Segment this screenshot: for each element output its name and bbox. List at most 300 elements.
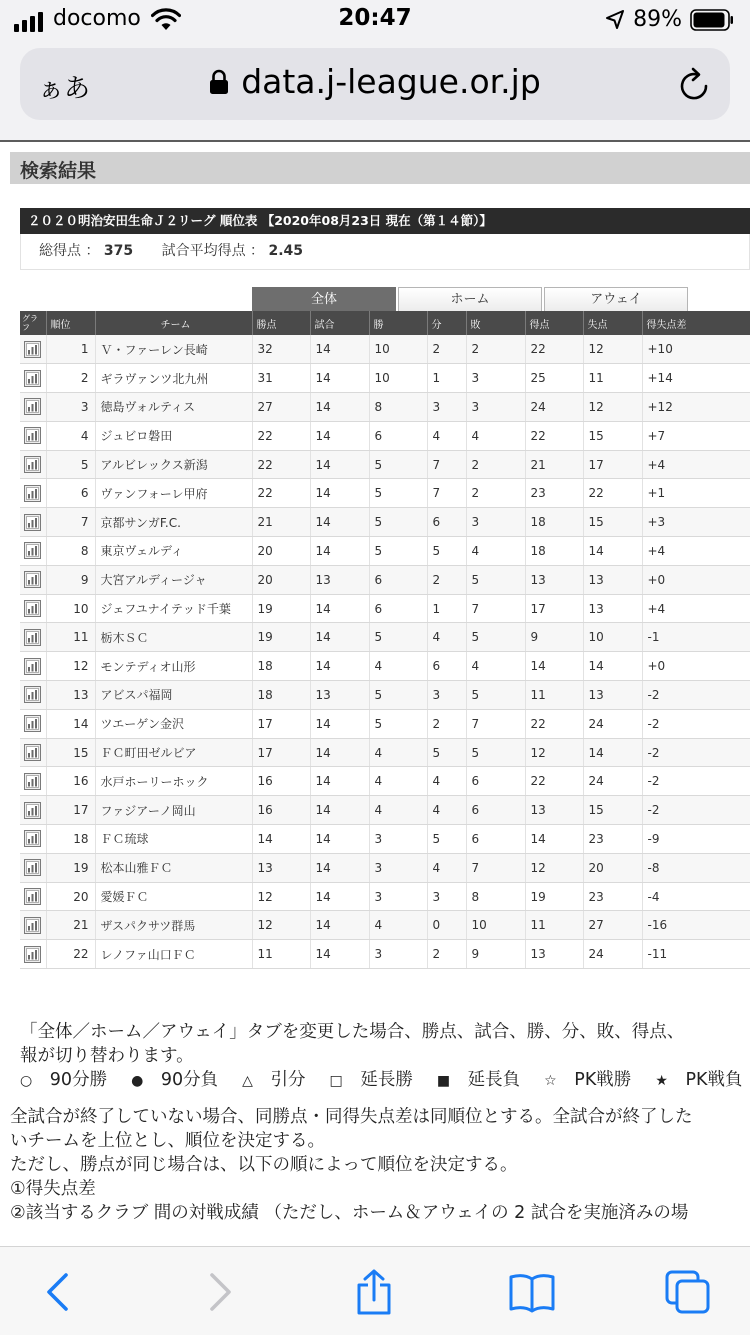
cell-games: 14: [310, 940, 369, 969]
graph-icon[interactable]: [24, 514, 41, 531]
cell-losses: 9: [466, 940, 525, 969]
cell-team: 愛媛ＦＣ: [95, 882, 252, 911]
cell-goals-for: 14: [525, 825, 583, 854]
forward-icon[interactable]: [196, 1269, 244, 1315]
header-goals-for: 得点: [525, 311, 583, 335]
cell-losses: 2: [466, 450, 525, 479]
legend-item: ■ 延長負: [436, 1070, 521, 1090]
table-row: [20, 738, 750, 767]
header-wins: 勝: [369, 311, 427, 335]
cell-losses: 5: [466, 623, 525, 652]
cell-goals-against: 13: [583, 565, 642, 594]
cell-points: 17: [252, 738, 310, 767]
cell-team: レノファ山口ＦＣ: [95, 940, 252, 969]
cell-points: 13: [252, 853, 310, 882]
cell-points: 32: [252, 335, 310, 364]
cell-team: ジュビロ磐田: [95, 421, 252, 450]
legend-item: ☆ PK戦勝: [544, 1070, 632, 1090]
cell-goals-for: 12: [525, 738, 583, 767]
browser-chrome: [0, 40, 750, 142]
graph-icon[interactable]: [24, 946, 41, 963]
cell-wins: 3: [369, 825, 427, 854]
cell-losses: 5: [466, 565, 525, 594]
cell-draws: 4: [427, 421, 466, 450]
cell-team: 京都サンガF.C.: [95, 508, 252, 537]
cell-goal-difference: -2: [642, 738, 750, 767]
legend-item: ○ 90分勝: [20, 1070, 108, 1090]
cell-goals-against: 22: [583, 479, 642, 508]
cell-rank: 13: [46, 681, 95, 710]
cell-games: 14: [310, 738, 369, 767]
cell-goals-for: 14: [525, 652, 583, 681]
cell-games: 14: [310, 335, 369, 364]
graph-icon[interactable]: [24, 456, 41, 473]
cell-games: 14: [310, 882, 369, 911]
cell-goals-for: 19: [525, 882, 583, 911]
table-row: [20, 853, 750, 882]
graph-icon[interactable]: [24, 370, 41, 387]
cell-points: 20: [252, 565, 310, 594]
graph-icon[interactable]: [24, 427, 41, 444]
graph-cell: [20, 940, 46, 969]
total-goals-label: 総得点 ：: [39, 243, 100, 259]
table-row: [20, 479, 750, 508]
cell-goal-difference: +10: [642, 335, 750, 364]
cell-goals-against: 14: [583, 738, 642, 767]
cell-draws: 7: [427, 450, 466, 479]
total-goals-value: 375: [103, 243, 134, 259]
average-goals-label: 試合平均得点 ：: [161, 243, 265, 259]
cell-goals-against: 15: [583, 508, 642, 537]
ranking-rule-line: ②該当するクラブ 間の対戦成績 （ただし、ホーム＆アウェイの 2 試合を実施済みの場: [10, 1203, 689, 1223]
graph-cell: [20, 537, 46, 566]
graph-cell: [20, 479, 46, 508]
cell-rank: 8: [46, 537, 95, 566]
tab-overall[interactable]: 全体: [252, 287, 396, 311]
tab-note-line: 報が切り替わります。: [20, 1046, 194, 1066]
cell-wins: 4: [369, 796, 427, 825]
graph-icon[interactable]: [24, 888, 41, 905]
cell-games: 14: [310, 767, 369, 796]
cell-rank: 1: [46, 335, 95, 364]
cell-goals-against: 13: [583, 681, 642, 710]
table-row: [20, 623, 750, 652]
graph-cell: [20, 393, 46, 422]
cell-goals-against: 15: [583, 421, 642, 450]
cell-points: 16: [252, 796, 310, 825]
cell-goal-difference: +4: [642, 450, 750, 479]
cell-goals-against: 23: [583, 825, 642, 854]
graph-cell: [20, 853, 46, 882]
cell-games: 14: [310, 825, 369, 854]
share-icon[interactable]: [350, 1269, 398, 1315]
cell-goals-against: 11: [583, 364, 642, 393]
cell-points: 19: [252, 623, 310, 652]
cell-team: 東京ヴェルディ: [95, 537, 252, 566]
cell-draws: 1: [427, 594, 466, 623]
cell-goals-for: 24: [525, 393, 583, 422]
cell-losses: 6: [466, 796, 525, 825]
cell-rank: 9: [46, 565, 95, 594]
cell-games: 14: [310, 623, 369, 652]
cell-wins: 6: [369, 421, 427, 450]
cell-team: 松本山雅ＦＣ: [95, 853, 252, 882]
cell-team: アビスパ福岡: [95, 681, 252, 710]
graph-icon[interactable]: [24, 859, 41, 876]
graph-icon[interactable]: [24, 917, 41, 934]
address-bar[interactable]: [20, 48, 730, 120]
cell-team: Ｖ・ファーレン長崎: [95, 335, 252, 364]
graph-cell: [20, 421, 46, 450]
cell-goals-for: 13: [525, 940, 583, 969]
cell-losses: 4: [466, 421, 525, 450]
cell-goal-difference: +12: [642, 393, 750, 422]
cell-team: 水戸ホーリーホック: [95, 767, 252, 796]
cell-goal-difference: -1: [642, 623, 750, 652]
graph-cell: [20, 796, 46, 825]
cell-team: ジェフユナイテッド千葉: [95, 594, 252, 623]
cell-goal-difference: -16: [642, 911, 750, 940]
cell-points: 16: [252, 767, 310, 796]
cell-rank: 6: [46, 479, 95, 508]
cell-team: 大宮アルディージャ: [95, 565, 252, 594]
cell-goal-difference: +4: [642, 537, 750, 566]
cell-draws: 4: [427, 796, 466, 825]
cell-games: 14: [310, 393, 369, 422]
cell-team: ギラヴァンツ北九州: [95, 364, 252, 393]
cell-draws: 2: [427, 335, 466, 364]
legend-item: □ 延長勝: [329, 1070, 413, 1090]
graph-icon[interactable]: [24, 629, 41, 646]
graph-icon[interactable]: [24, 571, 41, 588]
cell-goals-for: 22: [525, 767, 583, 796]
graph-cell: [20, 335, 46, 364]
cell-wins: 5: [369, 537, 427, 566]
cell-wins: 4: [369, 767, 427, 796]
cell-rank: 21: [46, 911, 95, 940]
cell-games: 14: [310, 421, 369, 450]
cell-rank: 20: [46, 882, 95, 911]
graph-icon[interactable]: [24, 398, 41, 415]
cell-rank: 11: [46, 623, 95, 652]
legend-item: ● 90分負: [131, 1070, 219, 1090]
cell-wins: 5: [369, 508, 427, 537]
cell-points: 12: [252, 911, 310, 940]
tab-home[interactable]: ホーム: [398, 287, 542, 311]
back-icon[interactable]: [36, 1269, 84, 1315]
cell-wins: 5: [369, 450, 427, 479]
cell-goals-for: 9: [525, 623, 583, 652]
cell-goals-for: 21: [525, 450, 583, 479]
cell-games: 14: [310, 364, 369, 393]
cell-losses: 6: [466, 825, 525, 854]
header-draws: 分: [427, 311, 466, 335]
cell-goals-against: 27: [583, 911, 642, 940]
cell-draws: 4: [427, 623, 466, 652]
cell-points: 21: [252, 508, 310, 537]
cell-rank: 3: [46, 393, 95, 422]
cell-goal-difference: -11: [642, 940, 750, 969]
table-row: [20, 767, 750, 796]
status-bar: [0, 0, 750, 40]
cell-points: 14: [252, 825, 310, 854]
cell-rank: 2: [46, 364, 95, 393]
lock-icon: [209, 69, 229, 95]
battery-percentage: 89%: [633, 7, 682, 32]
cell-draws: 2: [427, 709, 466, 738]
graph-icon[interactable]: [24, 341, 41, 358]
cell-losses: 3: [466, 508, 525, 537]
header-games: 試合: [310, 311, 369, 335]
cell-goal-difference: +4: [642, 594, 750, 623]
table-row: [20, 681, 750, 710]
cell-draws: 1: [427, 364, 466, 393]
table-row: [20, 364, 750, 393]
cell-points: 31: [252, 364, 310, 393]
cell-goals-against: 15: [583, 796, 642, 825]
cell-goals-for: 13: [525, 796, 583, 825]
average-goals-value: 2.45: [268, 243, 304, 259]
table-row: [20, 594, 750, 623]
graph-cell: [20, 623, 46, 652]
header-goals-against: 失点: [583, 311, 642, 335]
cell-goals-against: 14: [583, 652, 642, 681]
cell-losses: 4: [466, 537, 525, 566]
cell-rank: 7: [46, 508, 95, 537]
ranking-rule-line: いチームを上位とし、順位を決定する。: [10, 1131, 325, 1151]
table-row: [20, 508, 750, 537]
cell-rank: 12: [46, 652, 95, 681]
graph-icon[interactable]: [24, 773, 41, 790]
cell-points: 18: [252, 681, 310, 710]
cell-goal-difference: -2: [642, 709, 750, 738]
cell-losses: 2: [466, 335, 525, 364]
cell-points: 22: [252, 421, 310, 450]
cell-goal-difference: +0: [642, 565, 750, 594]
legend-item: ★ PK戦負: [655, 1070, 743, 1090]
section-header: [10, 152, 750, 184]
ranking-rules: [0, 1105, 750, 1225]
graph-cell: [20, 709, 46, 738]
ranking-rule-line: ①得失点差: [10, 1179, 96, 1199]
cell-draws: 2: [427, 565, 466, 594]
clock: 20:47: [338, 5, 412, 31]
graph-icon[interactable]: [24, 485, 41, 502]
cell-goals-for: 23: [525, 479, 583, 508]
cell-games: 14: [310, 796, 369, 825]
battery-icon: [690, 9, 734, 31]
cell-wins: 4: [369, 738, 427, 767]
cell-goals-against: 12: [583, 393, 642, 422]
cell-goal-difference: +14: [642, 364, 750, 393]
cell-goals-for: 18: [525, 508, 583, 537]
table-row: [20, 709, 750, 738]
header-rank: 順位: [46, 311, 95, 335]
cell-wins: 5: [369, 709, 427, 738]
header-losses: 敗: [466, 311, 525, 335]
tab-note-line: 「全体／ホーム／アウェイ」タブを変更した場合、勝点、試合、勝、分、敗、得点、: [20, 1022, 685, 1042]
cell-wins: 10: [369, 335, 427, 364]
graph-icon[interactable]: [24, 600, 41, 617]
graph-icon[interactable]: [24, 658, 41, 675]
cell-goals-against: 20: [583, 853, 642, 882]
browser-toolbar: [0, 1246, 750, 1335]
graph-icon[interactable]: [24, 686, 41, 703]
table-row: [20, 565, 750, 594]
cell-draws: 7: [427, 479, 466, 508]
cell-goals-against: 17: [583, 450, 642, 479]
cell-goals-for: 22: [525, 709, 583, 738]
cell-losses: 2: [466, 479, 525, 508]
cell-goal-difference: +3: [642, 508, 750, 537]
cell-losses: 8: [466, 882, 525, 911]
cell-draws: 4: [427, 767, 466, 796]
cell-wins: 4: [369, 652, 427, 681]
cell-goals-against: 10: [583, 623, 642, 652]
graph-icon[interactable]: [24, 542, 41, 559]
cell-team: ヴァンフォーレ甲府: [95, 479, 252, 508]
cell-draws: 4: [427, 853, 466, 882]
cell-goals-for: 11: [525, 911, 583, 940]
url-text[interactable]: data.j-league.or.jp: [241, 62, 541, 101]
cell-points: 20: [252, 537, 310, 566]
bookmarks-icon[interactable]: [508, 1269, 556, 1315]
cell-goals-for: 25: [525, 364, 583, 393]
cell-goals-for: 18: [525, 537, 583, 566]
cell-wins: 4: [369, 911, 427, 940]
cell-points: 11: [252, 940, 310, 969]
tabs-icon[interactable]: [664, 1269, 712, 1315]
cell-games: 14: [310, 450, 369, 479]
cell-goal-difference: -9: [642, 825, 750, 854]
cell-games: 14: [310, 537, 369, 566]
cell-wins: 3: [369, 853, 427, 882]
cell-wins: 10: [369, 364, 427, 393]
text-size-button[interactable]: ぁあ: [38, 74, 91, 104]
graph-cell: [20, 450, 46, 479]
cell-losses: 7: [466, 594, 525, 623]
cell-games: 14: [310, 479, 369, 508]
cell-goals-against: 24: [583, 940, 642, 969]
cell-goals-for: 11: [525, 681, 583, 710]
cell-games: 13: [310, 565, 369, 594]
header-graph: グラフ: [20, 311, 46, 335]
graph-cell: [20, 825, 46, 854]
graph-icon[interactable]: [24, 802, 41, 819]
table-row: [20, 652, 750, 681]
graph-icon[interactable]: [24, 715, 41, 732]
graph-cell: [20, 364, 46, 393]
cell-goals-for: 12: [525, 853, 583, 882]
table-header-row: [20, 311, 750, 335]
cell-goal-difference: +1: [642, 479, 750, 508]
tab-away[interactable]: アウェイ: [544, 287, 688, 311]
cell-losses: 5: [466, 738, 525, 767]
cell-draws: 3: [427, 393, 466, 422]
graph-icon[interactable]: [24, 830, 41, 847]
cell-games: 13: [310, 681, 369, 710]
cell-team: ファジアーノ岡山: [95, 796, 252, 825]
cell-goals-for: 13: [525, 565, 583, 594]
cell-team: ＦＣ町田ゼルビア: [95, 738, 252, 767]
cell-games: 14: [310, 709, 369, 738]
cell-losses: 7: [466, 709, 525, 738]
graph-cell: [20, 882, 46, 911]
table-row: [20, 796, 750, 825]
cell-rank: 10: [46, 594, 95, 623]
cell-goals-against: 24: [583, 767, 642, 796]
cell-goal-difference: +0: [642, 652, 750, 681]
cell-goals-against: 14: [583, 537, 642, 566]
cell-rank: 15: [46, 738, 95, 767]
cell-draws: 3: [427, 681, 466, 710]
table-row: [20, 911, 750, 940]
legend-item: △ 引分: [242, 1070, 306, 1090]
cell-team: 徳島ヴォルティス: [95, 393, 252, 422]
cell-losses: 7: [466, 853, 525, 882]
notes: [0, 1020, 750, 1225]
cell-losses: 5: [466, 681, 525, 710]
cell-points: 22: [252, 450, 310, 479]
header-goal-difference: 得失点差: [642, 311, 750, 335]
carrier-name: docomo: [53, 6, 141, 31]
cell-points: 19: [252, 594, 310, 623]
cell-draws: 3: [427, 882, 466, 911]
cell-goal-difference: -8: [642, 853, 750, 882]
cell-draws: 6: [427, 508, 466, 537]
cell-goal-difference: -4: [642, 882, 750, 911]
graph-icon[interactable]: [24, 744, 41, 761]
cell-team: アルビレックス新潟: [95, 450, 252, 479]
graph-cell: [20, 681, 46, 710]
table-row: [20, 825, 750, 854]
graph-cell: [20, 565, 46, 594]
cell-losses: 3: [466, 364, 525, 393]
cell-draws: 5: [427, 825, 466, 854]
cell-losses: 6: [466, 767, 525, 796]
graph-cell: [20, 594, 46, 623]
cell-games: 14: [310, 652, 369, 681]
ranking-rule-line: ただし、勝点が同じ場合は、以下の順によって順位を決定する。: [10, 1155, 518, 1175]
cell-goals-against: 13: [583, 594, 642, 623]
graph-cell: [20, 508, 46, 537]
graph-cell: [20, 738, 46, 767]
cell-points: 27: [252, 393, 310, 422]
league-title: ２０２０明治安田生命Ｊ２リーグ 順位表 【2020年08月23日 現在（第１４節）】: [20, 208, 750, 234]
graph-cell: [20, 767, 46, 796]
cell-games: 14: [310, 594, 369, 623]
reload-icon[interactable]: [678, 66, 712, 102]
cell-points: 17: [252, 709, 310, 738]
cell-draws: 2: [427, 940, 466, 969]
cell-rank: 17: [46, 796, 95, 825]
cell-team: ツエーゲン金沢: [95, 709, 252, 738]
cell-wins: 6: [369, 594, 427, 623]
cell-points: 22: [252, 479, 310, 508]
cell-goal-difference: -2: [642, 767, 750, 796]
cell-rank: 16: [46, 767, 95, 796]
cell-rank: 18: [46, 825, 95, 854]
graph-cell: [20, 652, 46, 681]
table-row: [20, 421, 750, 450]
cell-goals-for: 22: [525, 421, 583, 450]
table-row: [20, 537, 750, 566]
cell-wins: 6: [369, 565, 427, 594]
cell-games: 14: [310, 911, 369, 940]
cell-rank: 19: [46, 853, 95, 882]
header-team: チーム: [95, 311, 252, 335]
table-row: [20, 882, 750, 911]
